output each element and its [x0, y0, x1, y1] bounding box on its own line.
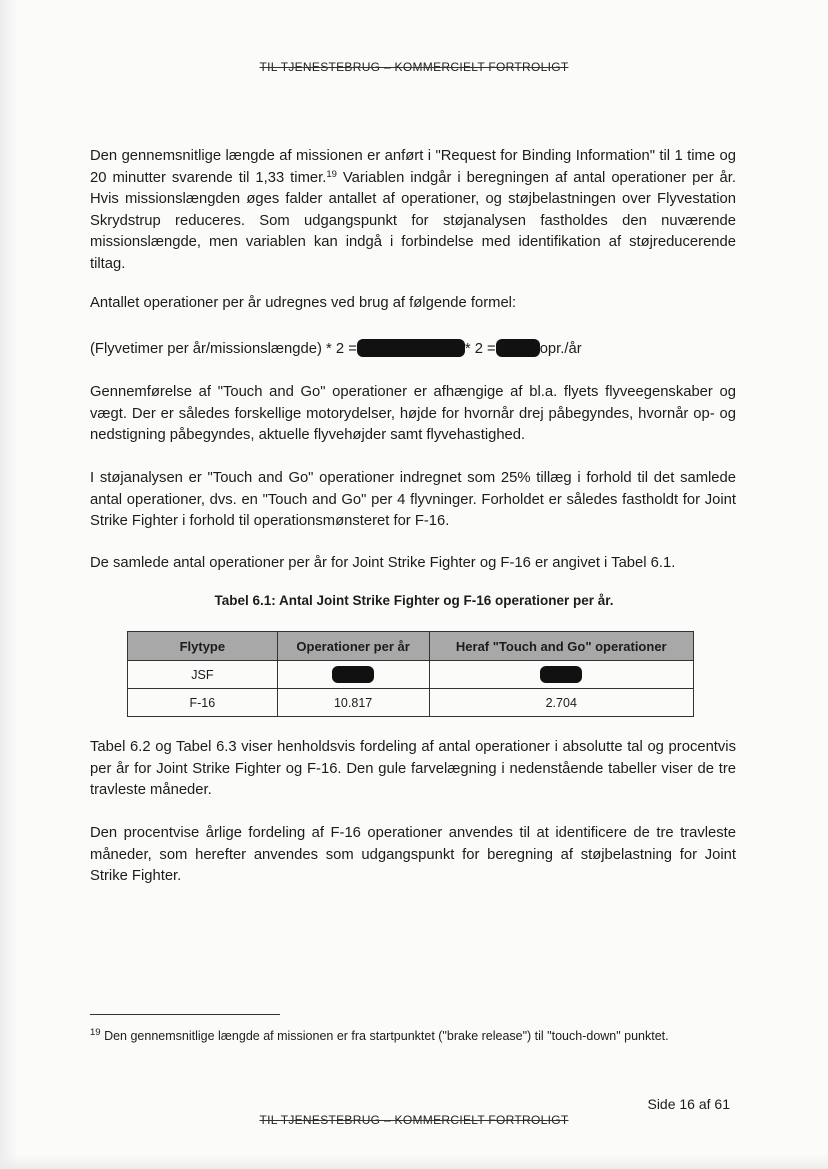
paragraph-formula-intro: Antallet operationer per år udregnes ved brug af følgende formel: — [90, 295, 517, 311]
formula-middle: * 2 = — [464, 341, 496, 357]
paragraph-noise-analysis: I støjanalysen er "Touch and Go" operationer indregnet som 25% tillæg i forhold til det samlede antal operationer, dvs. en "Touch and Go" per 4 flyvninger. Forholdet er således fastholdt for Joint Strike Fighter i forhold til operationsmønsteret for F-16. — [90, 470, 736, 530]
operations-formula — [90, 338, 582, 360]
operations-table — [127, 631, 694, 717]
footnote-ref-19: 19 — [326, 168, 337, 180]
classification-header: TIL TJENESTEBRUG – KOMMERCIELT FORTROLIGT — [259, 60, 569, 74]
formula-unit: opr./år — [539, 341, 582, 357]
column-header: Operationer per år — [277, 632, 429, 661]
p1-rest: Variablen indgår i beregningen af antal operationer per år. Hvis missionslængden øges falder antallet af operationer, og støjbelastningen over Flyvestation Skrydstrup reduceres. Som udgangspunkt for støjanalysen fastholdes den nuværende missionslængde, men variablen kan indgå i forbindelse med identifikation af støjreducerende tiltag. — [90, 169, 736, 272]
redaction-box — [496, 339, 540, 357]
column-header: Flytype — [128, 632, 278, 661]
paragraph-touch-and-go: Gennemførelse af "Touch and Go" operationer er afhængige af bl.a. flyets flyveegenskaber og vægt. Der er således forskellige motorydelser, højde for hvornår drej påbegyndes, hvornår op- og nedstigning påbegyndes, aktuelle flyvehøjder samt flyvehastighed. — [90, 384, 736, 444]
cell-flytype: JSF — [128, 661, 278, 689]
cell-operations: 10.817 — [277, 689, 429, 717]
paragraph-tables-description: Tabel 6.2 og Tabel 6.3 viser henholdsvis fordeling af antal operationer i absolutte tal og procentvis per år for Joint Strike Fighter og F-16. Den gule farvelægning i nedenstående tabeller viser de tre travleste måneder. — [90, 739, 736, 799]
p1-text: Den gennemsnitlige længde af missionen er anført i "Request for Binding Information" til 1 time og 20 minutter svarende til 1,33 timer. — [90, 148, 736, 186]
cell-operations-redacted — [277, 661, 429, 689]
footnote — [90, 1027, 736, 1045]
cell-flytype: F-16 — [128, 689, 278, 717]
footnote-text: Den gennemsnitlige længde af missionen er fra startpunktet ("brake release") til "touch-down" punktet. — [104, 1029, 669, 1043]
formula-left: (Flyvetimer per år/missionslængde) * 2 = — [90, 341, 357, 357]
redaction-box — [357, 339, 465, 357]
scan-edge-bottom — [0, 1155, 828, 1169]
table-row — [128, 661, 694, 689]
table-row — [128, 689, 694, 717]
column-header: Heraf "Touch and Go" operationer — [429, 632, 694, 661]
redaction-box — [540, 666, 582, 683]
scan-edge-left — [0, 0, 18, 1169]
page-number: Side 16 af 61 — [647, 1096, 730, 1112]
cell-touch-and-go: 2.704 — [429, 689, 694, 717]
paragraph-mission-length — [90, 146, 736, 276]
redaction-box — [332, 666, 374, 683]
cell-touch-and-go-redacted — [429, 661, 694, 689]
footnote-number: 19 — [90, 1027, 101, 1038]
classification-footer: TIL TJENESTEBRUG – KOMMERCIELT FORTROLIGT — [259, 1113, 569, 1127]
paragraph-table-ref: De samlede antal operationer per år for Joint Strike Fighter og F-16 er angivet i Tabel 6.1. — [90, 555, 676, 571]
footnote-divider — [90, 1014, 280, 1015]
table-header-row — [128, 632, 694, 661]
table-caption: Tabel 6.1: Antal Joint Strike Fighter og F-16 operationer per år. — [214, 593, 614, 608]
paragraph-distribution: Den procentvise årlige fordeling af F-16 operationer anvendes til at identificere de tre travleste måneder, som herefter anvendes som udgangspunkt for beregning af støjbelastning for Joint Strike Fighter. — [90, 825, 736, 885]
